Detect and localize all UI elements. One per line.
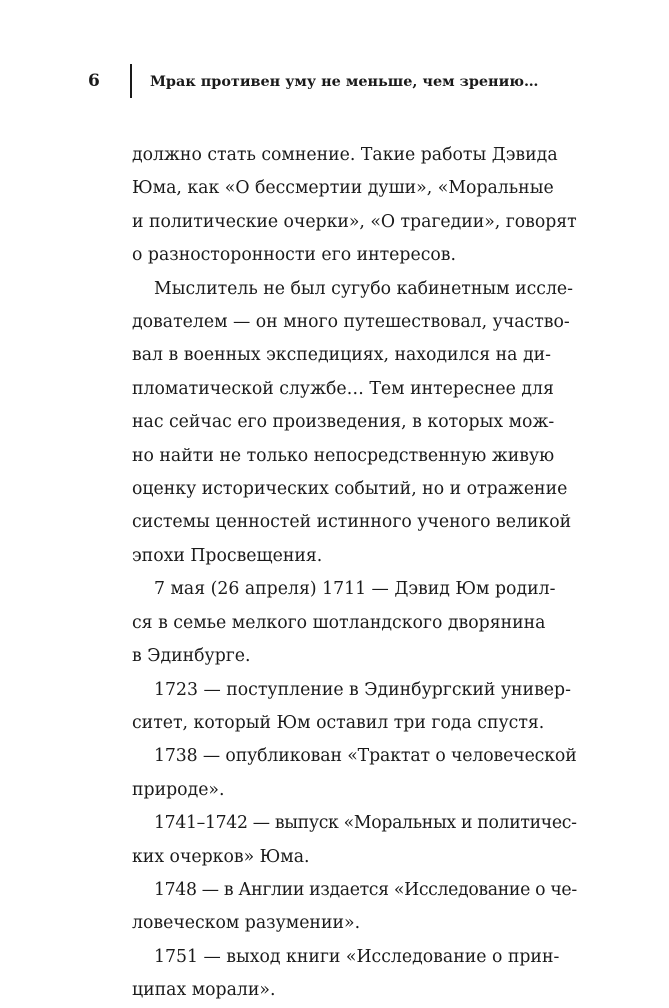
text-line: ловеческом разумении». xyxy=(132,913,361,934)
text-line: системы ценностей истинного ученого великой xyxy=(132,512,572,533)
text-line: должно стать сомнение. Такие работы Дэвида xyxy=(132,145,558,165)
text-line: 1751 — выход книги «Исследование о прин- xyxy=(154,946,560,967)
text-line: ситет, который Юм оставил три года спустя. xyxy=(132,712,545,733)
text-line: 1723 — поступление в Эдинбургский универ- xyxy=(154,679,571,700)
text-line: природе». xyxy=(132,779,225,800)
text-line: оценку исторических событий, но и отражение xyxy=(132,479,568,500)
text-line: 1748 — в Англии издается «Исследование о че- xyxy=(154,879,577,900)
text-line: и политические очерки», «О трагедии», говорят xyxy=(132,211,577,232)
text-line: 1741–1742 — выпуск «Моральных и политичес- xyxy=(154,813,577,834)
text-line: ципах морали». xyxy=(132,980,276,1001)
text-line: но найти не только непосредственную живую xyxy=(132,445,555,466)
text-line: Юма, как «О бессмертии души», «Моральные xyxy=(132,178,554,199)
running-title: Мрак противен уму не меньше, чем зрению… xyxy=(150,73,539,90)
text-line: ких очерков» Юма. xyxy=(132,846,310,867)
text-line: ся в семье мелкого шотландского дворянина xyxy=(132,612,546,633)
text-line: в Эдинбурге. xyxy=(132,646,251,667)
text-line: 1738 — опубликован «Трактат о человеческой xyxy=(154,746,577,767)
text-line: 7 мая (26 апреля) 1711 — Дэвид Юм родил- xyxy=(154,579,556,600)
header-divider xyxy=(130,64,132,98)
text-line: пломатической службе… Тем интереснее для xyxy=(132,378,554,399)
text-line: Мыслитель не был сугубо кабинетным иссле- xyxy=(154,278,573,299)
page-number: 6 xyxy=(88,71,100,91)
running-header xyxy=(0,0,669,120)
text-line: эпохи Просвещения. xyxy=(132,545,323,566)
text-line: нас сейчас его произведения, в которых мож- xyxy=(132,412,555,433)
text-line: дователем — он много путешествовал, участво- xyxy=(132,312,570,333)
text-line: о разносторонности его интересов. xyxy=(132,245,457,266)
text-line: вал в военных экспедициях, находился на ди- xyxy=(132,345,551,366)
body-text xyxy=(132,139,577,1008)
